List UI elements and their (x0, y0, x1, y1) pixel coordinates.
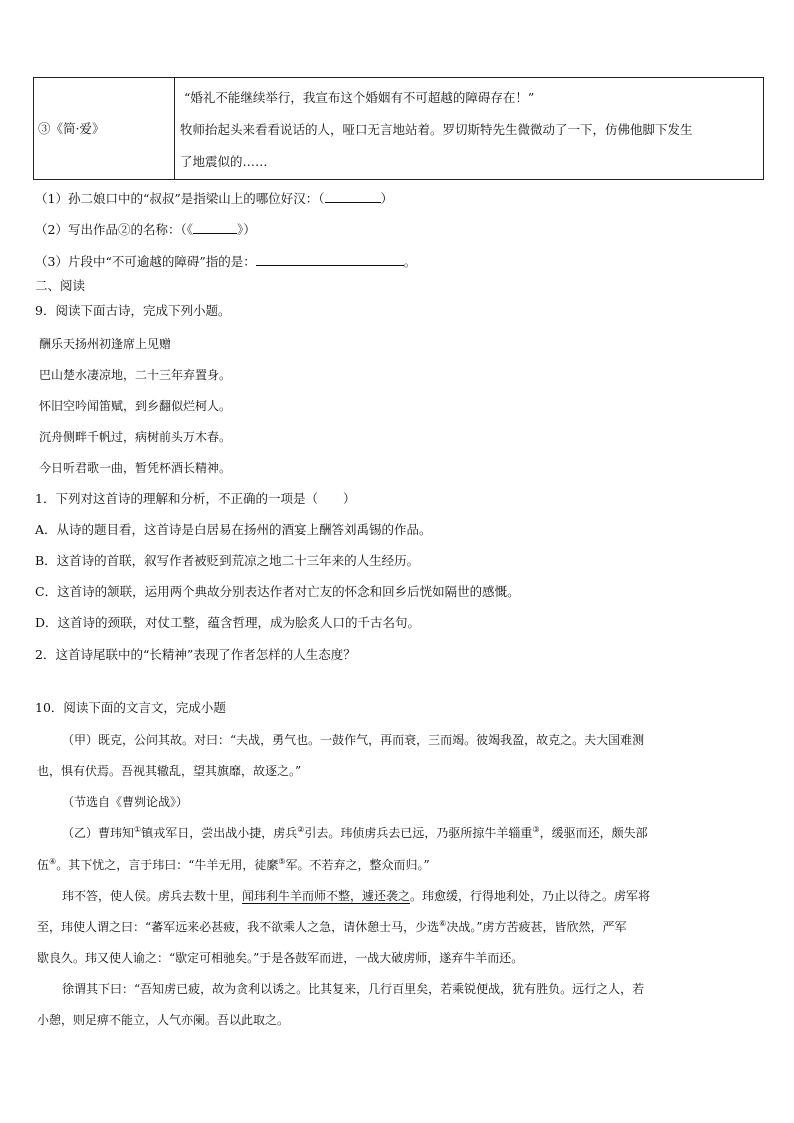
answer-blank[interactable] (256, 253, 404, 266)
q8-sub2-close: 》） (236, 222, 256, 237)
footnote-marker: ⑤ (278, 857, 286, 866)
answer-blank[interactable] (193, 221, 237, 234)
yi-text: 军。不若弃之，整众而归。” (285, 858, 430, 872)
footnote-marker: ③ (532, 825, 540, 834)
footnote-marker: ① (134, 825, 142, 834)
table-label: ③《简·爱》 (38, 121, 105, 136)
q8-sub2 (35, 221, 256, 238)
passage-text: 。玮愈缓，行得地利处，乃止以待之。虏军将 (410, 889, 651, 903)
yi-text: 镇戎军日，尝出战小捷，虏兵 (141, 826, 298, 840)
q10-prompt: 10．阅读下面的文言文，完成小题 (35, 700, 226, 715)
option-c[interactable]: C．这首诗的颔联，运用两个典故分别表达作者对亡友的怀念和回乡后恍如隔世的感慨。 (35, 584, 520, 599)
excerpt-table (33, 77, 764, 180)
yi-text: 伍 (37, 858, 50, 872)
passage-jia-line-1: （甲）既克，公问其故。对曰：“夫战，勇气也。一鼓作气，再而衰，三而竭。彼竭我盈，故克之。夫大国难测 (62, 733, 645, 747)
passage-line-3 (62, 887, 650, 904)
yi-text: ，缓驱而还，颇失部 (539, 826, 648, 840)
passage-line-5: 歇良久。玮又使人谕之：“歇定可相驰矣。”于是各鼓军而进，一战大破虏师，遂弃牛羊而还。 (37, 951, 524, 965)
passage-source: （节选自《曹刿论战》） (62, 795, 189, 809)
footnote-marker: ② (297, 825, 305, 834)
yi-text: （乙）曹玮知 (62, 826, 135, 840)
section-heading: 二、阅读 (35, 278, 86, 293)
footnote-marker: ④ (49, 857, 57, 866)
option-d[interactable]: D．这首诗的颈联，对仗工整，蕴含哲理，成为脍炙人口的千古名句。 (35, 615, 421, 630)
option-b[interactable]: B．这首诗的首联，叙写作者被贬到荒凉之地二十三年来的人生经历。 (35, 553, 420, 568)
passage-line-4 (37, 918, 626, 935)
poem-line: 怀旧空吟闻笛赋，到乡翻似烂柯人。 (39, 399, 232, 413)
poem-line: 巴山楚水凄凉地，二十三年弃置身。 (39, 368, 232, 382)
underlined-sentence: 闻玮利牛羊而师不整，遽还袭之 (242, 889, 411, 903)
passage-yi-line-1 (62, 824, 648, 841)
footnote-marker: ⑥ (439, 919, 447, 928)
q8-sub3-text: （3）片段中“不可逾越的障碍”指的是： (35, 254, 256, 269)
passage-text: 决战。”虏方苦疲甚，皆欣然，严军 (446, 920, 627, 934)
table-divider (174, 78, 175, 179)
q9-sub1: 1．下列对这首诗的理解和分析，不正确的一项是（ ） (35, 491, 356, 506)
q8-sub1 (35, 190, 393, 207)
yi-text: 。其下忧之，言于玮曰：“牛羊无用，徒縻 (56, 858, 279, 872)
q8-sub1-close: ） (380, 191, 394, 206)
passage-text: 至，玮使人谓之曰：“蕃军远来必甚疲，我不欲乘人之急，请休憩士马，少选 (37, 920, 440, 934)
table-line-1: “婚礼不能继续举行，我宣布这个婚姻有不可超越的障碍存在！” (184, 90, 535, 105)
q8-sub1-text: （1）孙二娘口中的“叔叔”是指梁山上的哪位好汉：（ (35, 191, 325, 206)
q9-sub2: 2．这首诗尾联中的“长精神”表现了作者怎样的人生态度？ (35, 647, 356, 662)
option-a[interactable]: A．从诗的题目看，这首诗是白居易在扬州的酒宴上酬答刘禹锡的作品。 (35, 522, 432, 537)
poem-line: 沉舟侧畔千帆过，病树前头万木春。 (39, 430, 232, 444)
poem-line: 今日听君歌一曲，暂凭杯酒长精神。 (39, 461, 232, 475)
yi-text: 引去。玮侦虏兵去已远，乃驱所掠牛羊辎重 (304, 826, 533, 840)
q8-sub3 (35, 253, 416, 270)
q9-prompt: 9．阅读下面古诗，完成下列小题。 (35, 303, 231, 318)
q8-sub3-end: 。 (403, 254, 417, 269)
passage-line-7: 小憩，则足痹不能立，人气亦阑。吾以此取之。 (37, 1013, 290, 1027)
passage-text: 玮不答，使人侯。虏兵去数十里， (62, 889, 243, 903)
answer-blank[interactable] (325, 190, 381, 203)
q8-sub2-text: （2）写出作品②的名称：（《 (35, 222, 193, 237)
table-line-2: 牧师抬起头来看看说话的人，哑口无言地站着。罗切斯特先生微微动了一下，仿佛他脚下发生 (180, 122, 693, 137)
passage-line-6: 徐谓其下曰：“吾知虏已疲，故为贪利以诱之。比其复来，几行百里矣，若乘锐便战，犹有胜负。远行之人，若 (62, 982, 645, 996)
table-line-3: 了地震似的…… (180, 154, 268, 169)
poem-title: 酬乐天扬州初逢席上见赠 (39, 337, 172, 351)
passage-jia-line-2: 也，惧有伏焉。吾视其辙乱，望其旗靡，故逐之。” (37, 764, 302, 778)
passage-yi-line-2 (37, 856, 430, 873)
